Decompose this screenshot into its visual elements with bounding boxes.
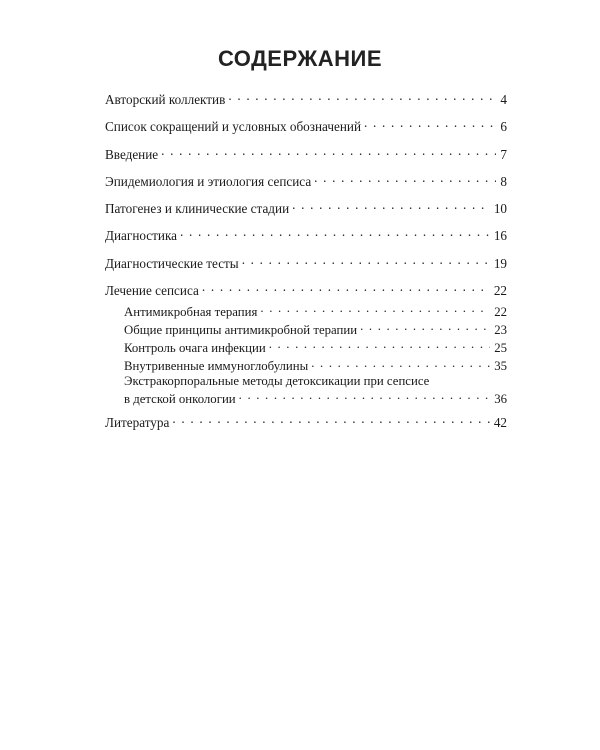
toc-entry-label: Патогенез и клинические стадии bbox=[105, 201, 292, 217]
toc-entry-page: 42 bbox=[490, 415, 507, 431]
toc-subentry[interactable] bbox=[105, 337, 507, 355]
toc-entry-label: Авторский коллектив bbox=[105, 92, 228, 108]
toc-entry-page: 22 bbox=[490, 283, 507, 299]
toc-entry-page: 10 bbox=[490, 201, 507, 217]
dot-leader bbox=[360, 319, 490, 334]
toc-entry[interactable] bbox=[105, 115, 507, 135]
toc-entry-label: Введение bbox=[105, 147, 161, 163]
toc-subentry[interactable] bbox=[105, 356, 507, 374]
toc-entry-page: 4 bbox=[496, 92, 507, 108]
toc-entry[interactable] bbox=[105, 88, 507, 108]
dot-leader bbox=[161, 143, 496, 159]
toc-entry-page: 8 bbox=[496, 174, 507, 190]
page-title: СОДЕРЖАНИЕ bbox=[217, 46, 383, 71]
toc-entry[interactable] bbox=[105, 279, 507, 299]
toc-entry[interactable] bbox=[105, 197, 507, 217]
dot-leader bbox=[364, 115, 496, 131]
dot-leader bbox=[311, 356, 490, 371]
toc-subentry-page: 36 bbox=[490, 392, 507, 407]
toc-entry-page: 16 bbox=[490, 228, 507, 244]
toc-subentry-label: Внутривенные иммуноглобулины bbox=[124, 359, 311, 374]
toc-subentry-label: Контроль очага инфекции bbox=[124, 341, 269, 356]
toc-subentry-page: 22 bbox=[490, 305, 507, 320]
toc-entry[interactable] bbox=[105, 411, 507, 431]
toc-entry-label: Лечение сепсиса bbox=[105, 283, 202, 299]
toc-entry[interactable] bbox=[105, 143, 507, 163]
toc-subentry-label: Общие принципы антимикробной терапии bbox=[124, 323, 360, 338]
dot-leader bbox=[242, 252, 490, 268]
toc-entry[interactable] bbox=[105, 170, 507, 190]
toc-subentry-page: 35 bbox=[490, 359, 507, 374]
dot-leader bbox=[202, 279, 490, 295]
dot-leader bbox=[172, 411, 489, 427]
toc-entry[interactable] bbox=[105, 224, 507, 244]
toc-subentry[interactable] bbox=[105, 388, 507, 406]
toc-subentry-first-line[interactable]: Экстракорпоральные методы детоксикации при сепсисе bbox=[124, 373, 430, 388]
toc-subentry-page: 25 bbox=[490, 341, 507, 356]
toc-subentry-page: 23 bbox=[490, 323, 507, 338]
toc-entry-label: Список сокращений и условных обозначений bbox=[105, 119, 364, 135]
toc-entry-page: 6 bbox=[496, 119, 507, 135]
dot-leader bbox=[314, 170, 496, 186]
toc-subentry[interactable] bbox=[105, 301, 507, 319]
dot-leader bbox=[239, 388, 491, 403]
dot-leader bbox=[260, 301, 490, 316]
toc-entry-label: Диагностические тесты bbox=[105, 256, 242, 272]
toc-entry[interactable] bbox=[105, 252, 507, 272]
toc-subentry-label: в детской онкологии bbox=[124, 392, 239, 407]
dot-leader bbox=[292, 197, 490, 213]
toc-subentry-label: Антимикробная терапия bbox=[124, 305, 260, 320]
toc-subentry[interactable] bbox=[105, 319, 507, 337]
toc-entry-label: Диагностика bbox=[105, 228, 180, 244]
dot-leader bbox=[180, 224, 490, 240]
table-of-contents bbox=[105, 88, 507, 431]
toc-entry-label: Эпидемиология и этиология сепсиса bbox=[105, 174, 314, 190]
toc-entry-page: 7 bbox=[496, 147, 507, 163]
toc-entry-label: Литература bbox=[105, 415, 172, 431]
dot-leader bbox=[228, 88, 496, 104]
toc-entry-page: 19 bbox=[490, 256, 507, 272]
dot-leader bbox=[269, 337, 491, 352]
